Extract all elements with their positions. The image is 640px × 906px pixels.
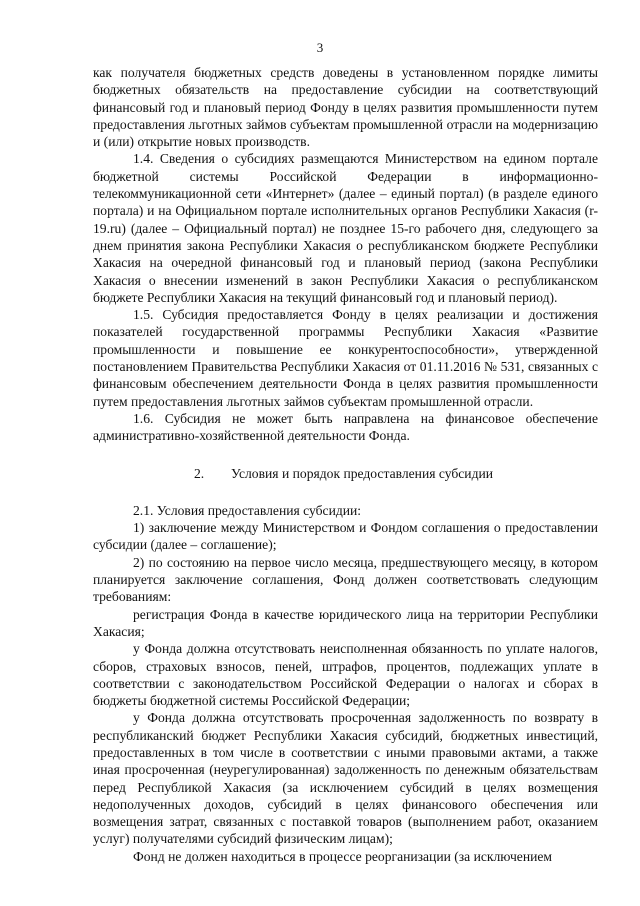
section-heading bbox=[93, 465, 598, 482]
spacer bbox=[93, 482, 598, 502]
spacer bbox=[93, 445, 598, 465]
section-number: 2. bbox=[194, 465, 205, 481]
requirement-no-tax-debt: у Фонда должна отсутствовать неисполненная обязанность по уплате налогов, сборов, страховых взносов, пеней, штрафов, процентов, подлежащих уплате в соответствии с законодательством Российской Федерации о налогах и сборах в бюджеты бюджетной системы Российской Федерации; bbox=[93, 641, 598, 709]
item-condition-2: 2) по состоянию на первое число месяца, предшествующего месяцу, в котором планируется заключение соглашения, Фонд должен соответствовать следующим требованиям: bbox=[93, 554, 598, 605]
requirement-no-overdue-debt: у Фонда должна отсутствовать просроченная задолженность по возврату в республиканский бюджет Республики Хакасия субсидий, бюджетных инвестиций, предоставленных в том числе в соответствии с иными правовыми актами, а также иная просроченная (неурегулированная) задолженность по денежным обязательствам перед Республикой Хакасия (за исключением субсидий в целях возмещения недополученных доходов, субсидий в целях финансового обеспечения или возмещения затрат, связанных с поставкой товаров (выполнением работ, оказанием услуг) получателями субсидий физическим лицам); bbox=[93, 710, 598, 847]
requirement-no-reorganization: Фонд не должен находиться в процессе реорганизации (за исключением bbox=[133, 848, 553, 864]
requirement-registration: регистрация Фонда в качестве юридического лица на территории Республики Хакасия; bbox=[93, 606, 598, 639]
paragraph-continuation: как получателя бюджетных средств доведены в установленном порядке лимиты бюджетных обязательств на предоставление субсидии на соответствующий финансовый год и плановый период Фонду в целях развития промышленности путем предоставления льготных займов субъектам промышленной отрасли на модернизацию и (или) открытие новых производств. bbox=[93, 65, 598, 150]
document-body bbox=[93, 64, 598, 865]
page-number: 3 bbox=[316, 40, 324, 55]
paragraph-1-4: 1.4. Сведения о субсидиях размещаются Министерством на едином портале бюджетной системы Российской Федерации в информационно-телекоммуникационной сети «Интернет» (далее – единый портал) (в разделе единого портала) и на Официальном портале исполнительных органов Республики Хакасия (r-19.ru) (далее – Официальный портал) не позднее 15-го рабочего дня, следующего за днем принятия закона Республики Хакасия о республиканском бюджете Республики Хакасия на очередной финансовый год и плановый период (закона Республики Хакасия о внесении изменений в закон Республики Хакасия о республиканском бюджете Республики Хакасия на текущий финансовый год и плановый период). bbox=[93, 151, 598, 305]
section-title: Условия и порядок предоставления субсидии bbox=[231, 465, 494, 481]
item-condition-1: 1) заключение между Министерством и Фондом соглашения о предоставлении субсидии (далее – соглашение); bbox=[93, 520, 598, 553]
item-2-1: 2.1. Условия предоставления субсидии: bbox=[133, 502, 362, 518]
paragraph-1-6: 1.6. Субсидия не может быть направлена на финансовое обеспечение административно-хозяйственной деятельности Фонда. bbox=[93, 410, 598, 444]
paragraph-1-5: 1.5. Субсидия предоставляется Фонду в целях реализации и достижения показателей государственной программы Республики Хакасия «Развитие промышленности и повышение ее конкурентоспособности», утвержденной постановлением Правительства Республики Хакасия от 01.11.2016 № 531, связанных с финансовым обеспечением деятельности Фонда в целях развития промышленности путем предоставления льготных займов субъектам промышленной отрасли. bbox=[93, 307, 598, 409]
